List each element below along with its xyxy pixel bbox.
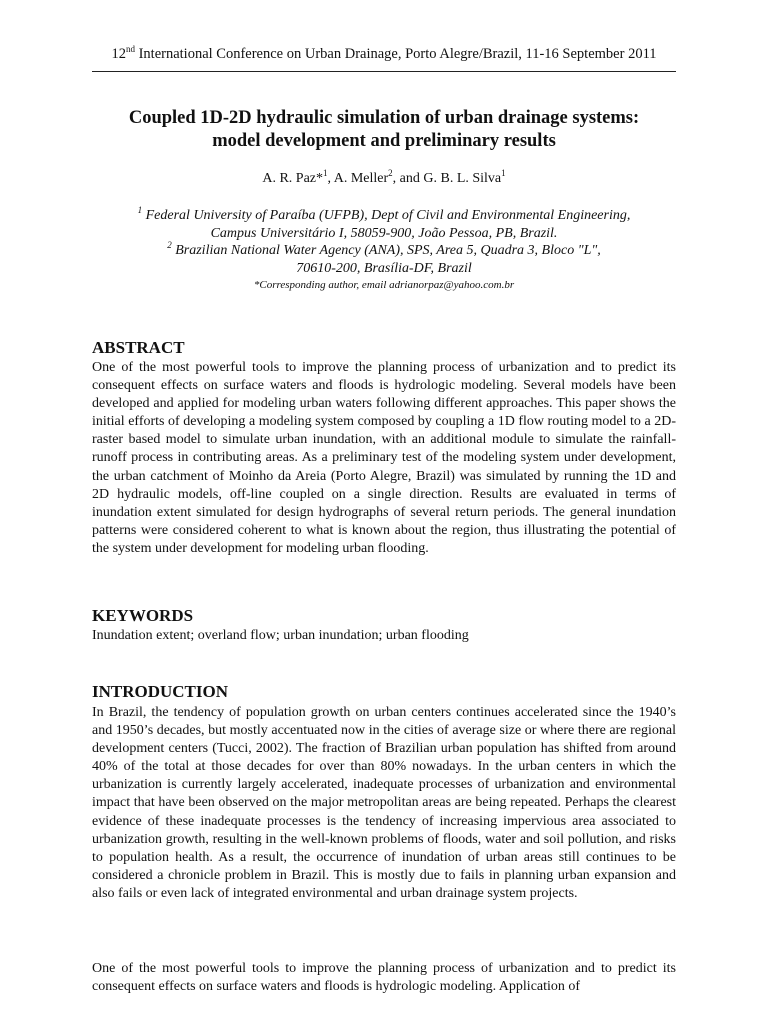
title-line-2: model development and preliminary results	[212, 131, 556, 151]
affiliation-2-text: Brazilian National Water Agency (ANA), SPS, Area 5, Quadra 3, Bloco "L",	[171, 243, 601, 258]
affiliation-2-line-1	[92, 242, 676, 260]
running-header	[92, 44, 676, 64]
corresponding-author: *Corresponding author, email adrianorpaz@yahoo.com.br	[253, 279, 515, 291]
affiliation-1-line-2: Campus Universitário I, 58059-900, João Pessoa, PB, Brazil.	[210, 225, 558, 241]
affiliation-1-line-1	[92, 207, 676, 225]
author-2: , A. Meller	[327, 171, 389, 186]
author-3-affil: 1	[501, 168, 506, 178]
header-divider	[92, 71, 676, 72]
abstract-text: One of the most powerful tools to improve the planning process of urbanization and to predict its consequent effects on surface waters and floods is hydrologic modeling. Several models have been developed and applied for modeling urban waters following different approaches. This paper shows the initial efforts of developing a modeling system composed by coupling a 1D flow routing model to a 2D-raster based model to simulate urban inundation, with an additional module to simulate the rainfall-runoff process in contributing areas. As a preliminary test of the modeling system under development, the urban catchment of Moinho da Areia (Porto Alegre, Brazil) was simulated by running the 1D and 2D hydraulic models, off-line coupled on a single direction. Results are evaluated in terms of inundation extent simulated for design hydrographs of several return periods. The general inundation patterns were considered coherent to what is known about the region, thus illustrating the potential of the system under development for modeling urban flooding.	[92, 360, 676, 556]
header-ordinal: 12	[111, 46, 126, 62]
author-1-affil: 1	[323, 168, 328, 178]
keywords-text: Inundation extent; overland flow; urban inundation; urban flooding	[92, 628, 469, 643]
keywords-heading: KEYWORDS	[92, 606, 194, 625]
title-line-1: Coupled 1D-2D hydraulic simulation of urban drainage systems:	[128, 108, 640, 128]
affiliation-1-text: Federal University of Paraíba (UFPB), Dept of Civil and Environmental Engineering,	[142, 208, 631, 223]
author-1: A. R. Paz*	[262, 171, 323, 186]
header-ordinal-suffix: nd	[125, 44, 135, 54]
paper-title	[92, 107, 676, 153]
introduction-paragraph-1: In Brazil, the tendency of population growth on urban centers continues accelerated since the 1940’s and 1950’s decades, but mostly accentuated now in the cities of average size or where there are regional development centers (Tucci, 2002). The fraction of Brazilian urban population has shifted from around 40% of the total at those decades for over than 80% nowadays. In the urban centers in which the urbanization is currently largely accelerated, inadequate processes of urbanization and environmental impact that have been observed on the major metropolitan areas are being repeated. Perhaps the clearest evidence of these inadequate processes is the tendency of increasing impervious area associated to urbanization growth, resulting in the well-known problems of floods, water and soil pollution, and risks to population health. As a result, the occurrence of inundation of urban areas still continues to be considered a chronicle problem in Brazil. This is mostly due to fails in planning urban expansion and also fails or even lack of integrated environmental and urban drainage system projects.	[92, 705, 676, 901]
affiliation-2-marker: 2	[167, 240, 172, 250]
introduction-heading: INTRODUCTION	[92, 682, 229, 701]
affiliation-2-line-2: 70610-200, Brasília-DF, Brazil	[296, 260, 472, 276]
introduction-paragraph-2: One of the most powerful tools to improve the planning process of urbanization and to predict its consequent effects on surface waters and floods is hydrologic modeling. Application of	[92, 961, 676, 995]
header-conference: International Conference on Urban Drainage, Porto Alegre/Brazil, 11-16 September 2011	[134, 46, 657, 62]
author-2-affil: 2	[388, 168, 393, 178]
author-3: , and G. B. L. Silva	[392, 171, 502, 186]
affiliation-1-marker: 1	[137, 205, 143, 215]
author-list	[92, 170, 676, 188]
affiliations	[92, 207, 676, 293]
abstract-heading: ABSTRACT	[92, 338, 185, 357]
